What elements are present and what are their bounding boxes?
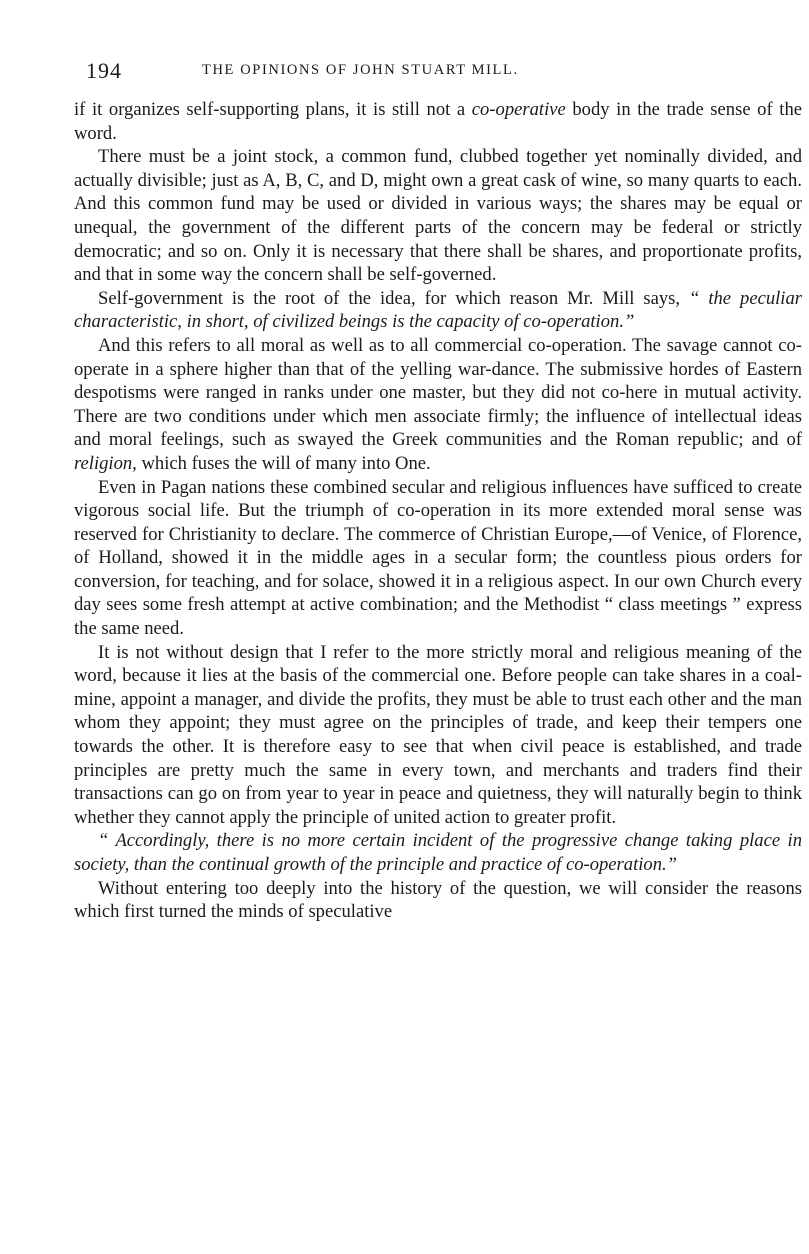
mill-quotation: “ the peculiar characteristic, in short, of civilized beings is the capacity of co-operation.” xyxy=(74,287,802,333)
paragraph-pagan-nations: Even in Pagan nations these combined secular and religious influences have sufficed to create vigorous social life. But the triumph of co-operation in its more extended moral sense was reserved for Christianity to declare. The commerce of Christian Europe,—of Venice, of Florence, of Holland, showed it in the middle ages in a secular form; the countless pious orders for conversion, for teaching, and for solace, showed it in a religious aspect. In our own Church every day sees some fresh attempt at active combination; and the Methodist “ class meetings ” express the same need. xyxy=(74,476,802,640)
paragraph-joint-stock: There must be a joint stock, a common fund, clubbed together yet nominally divided, and actually divisible; just as A, B, C, and D, might own a great cask of wine, so many quarts to each. And this common fund may be used or divided in various ways; the shares may be equal or unequal, the government of the different parts of the concern may be federal or strictly democratic; and so on. Only it is necessary that there shall be shares, and proportionate profits, and that in some way the concern shall be self-governed. xyxy=(74,146,802,286)
page-number: 194 xyxy=(86,58,122,83)
paragraph-text: if it organizes self-supporting plans, it is still not a xyxy=(74,99,472,120)
body-text xyxy=(74,98,802,924)
paragraph-design: It is not without design that I refer to the more strictly moral and religious meaning of the word, because it lies at the basis of the commercial one. Before people can take shares in a coal-mine, appoint a manager, and divide the profits, they must be able to trust each other and the man whom they appoint; they must agree on the principles of trade, and keep their tempers one towards the other. It is therefore easy to see that when civil peace is established, and trade principles are pretty much the same in every town, and merchants and traders find their transactions can go on from year to year in peace and quietness, they will naturally begin to think whether they cannot apply the principle of united action to greater profit. xyxy=(74,641,802,828)
paragraph-moral-cooperation xyxy=(74,334,802,476)
book-page xyxy=(74,58,802,924)
emphasis-text: co-operative xyxy=(471,99,566,120)
paragraph-continuation xyxy=(74,98,802,145)
paragraph-quotation: “ Accordingly, there is no more certain incident of the progressive change taking place in society, than the continual growth of the principle and practice of co-operation.” xyxy=(74,830,802,875)
paragraph-text: And this refers to all moral as well as to all commercial co-operation. The savage cannot co-operate in a sphere higher than that of the yelling war-dance. The submissive hordes of Eastern despotisms were ranged in ranks under one master, but they did not co-here in mutual activity. There are two conditions under which men associate firmly; the influence of intellectual ideas and moral feelings, such as swayed the Greek communities and the Roman republic; and of xyxy=(74,334,802,451)
paragraph-history: Without entering too deeply into the history of the question, we will consider the reasons which first turned the minds of speculative xyxy=(74,877,802,923)
running-title: THE OPINIONS OF JOHN STUART MILL. xyxy=(202,62,519,78)
paragraph-self-government xyxy=(74,287,802,334)
running-head xyxy=(74,58,802,92)
paragraph-text: which fuses the will of many into One. xyxy=(136,452,431,474)
paragraph-text: Self-government is the root of the idea, for which reason Mr. Mill says, xyxy=(98,287,690,309)
paragraph-text: body in the trade sense of the word. xyxy=(74,99,802,144)
emphasis-text: religion, xyxy=(74,452,137,474)
